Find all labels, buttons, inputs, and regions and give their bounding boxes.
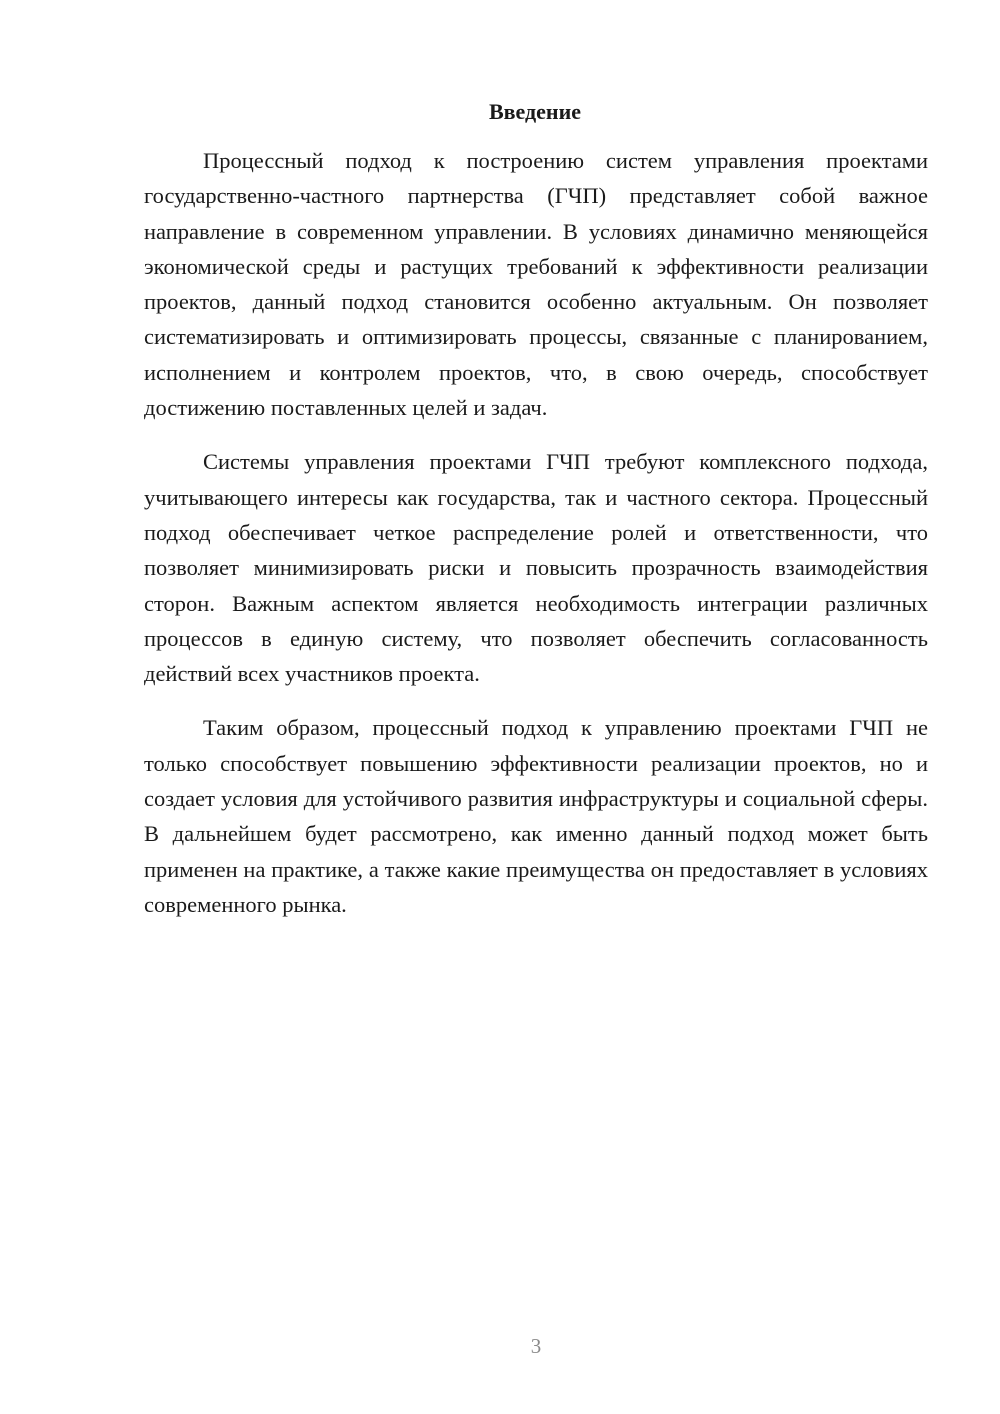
paragraph-2: Системы управления проектами ГЧП требуют комплексного подхода, учитывающего интересы как государства, так и частного сектора. Процессный подход обеспечивает четкое распределение ролей и ответственности, что позволяет минимизировать риски и повысить прозрачность взаимодействия сторон. Важным аспектом является необходимость интеграции различных процессов в единую систему, что позволяет обеспечить согласованность действий всех участников проекта.	[144, 449, 928, 687]
body-text	[144, 143, 928, 941]
section-heading: Введение	[488, 99, 582, 124]
paragraph-3: Таким образом, процессный подход к управлению проектами ГЧП не только способствует повышению эффективности реализации проектов, но и создает условия для устойчивого развития инфраструктуры и социальной сферы. В дальнейшем будет рассмотрено, как именно данный подход может быть применен на практике, а также какие преимущества он предоставляет в условиях современного рынка.	[144, 715, 928, 917]
paragraph-1: Процессный подход к построению систем управления проектами государственно-частного партнерства (ГЧП) представляет собой важное направление в современном управлении. В условиях динамично меняющейся экономической среды и растущих требований к эффективности реализации проектов, данный подход становится особенно актуальным. Он позволяет систематизировать и оптимизировать процессы, связанные с планированием, исполнением и контролем проектов, что, в свою очередь, способствует достижению поставленных целей и задач.	[144, 148, 928, 421]
page-number: 3	[530, 1334, 542, 1358]
